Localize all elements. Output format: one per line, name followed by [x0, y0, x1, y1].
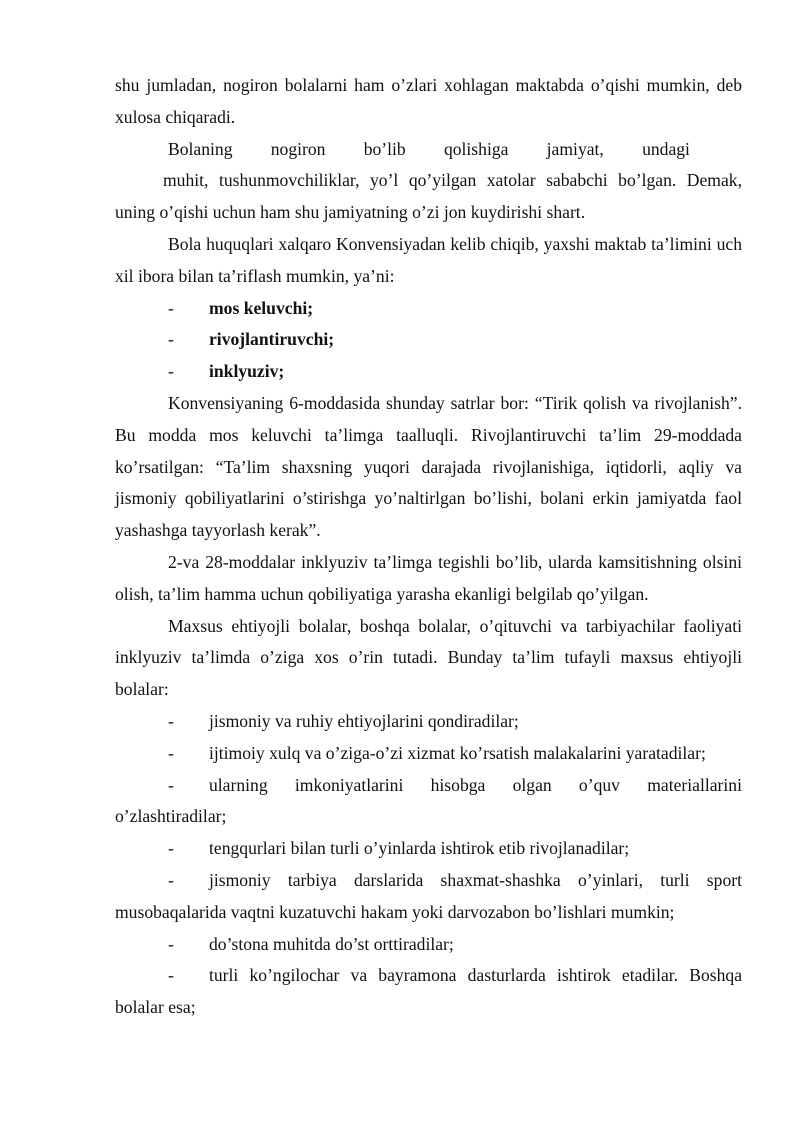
paragraph-2-continuation: muhit, tushunmovchiliklar, yo’l qo’yilgan xatolar sababchi bo’lgan. Demak, uning o’qishi uchun ham shu jamiyatning o’zi jon kuydirishi shart. — [115, 170, 742, 223]
dash-bullet: - — [168, 774, 174, 795]
paragraph-2-first-line — [115, 134, 742, 166]
dash-bullet: - — [168, 710, 174, 731]
dash-bullet: - — [168, 965, 174, 986]
word: Bolaning — [168, 138, 233, 159]
list-item-text: jismoniy tarbiya darslarida shaxmat-shashka o’yinlari, turli sport musobaqalarida vaqtni kuzatuvchi hakam yoki darvozabon bo’lishlari mumkin; — [115, 869, 742, 922]
list-item — [115, 865, 742, 929]
dash-bullet: - — [168, 869, 174, 890]
document-page — [115, 70, 742, 1024]
word: nogiron — [270, 138, 326, 159]
paragraph-6: Maxsus ehtiyojli bolalar, boshqa bolalar, o’qituvchi va tarbiyachilar faoliyati inklyuziv ta’limda o’ziga xos o’rin tutadi. Bunday ta’lim tufayli maxsus ehtiyojli bolalar: — [115, 615, 742, 700]
list-item — [115, 324, 742, 356]
paragraph-3: Bola huquqlari xalqaro Konvensiyadan kelib chiqib, yaxshi maktab ta’limini uch xil ibora bilan ta’riflash mumkin, ya’ni: — [115, 233, 742, 286]
list-item — [115, 833, 742, 865]
list-item-text: ularning imkoniyatlarini hisobga olgan o’quv materiallarini o’zlashtiradilar; — [115, 774, 742, 827]
list-item-text: mos keluvchi; — [209, 297, 314, 318]
word: undagi — [642, 138, 690, 159]
list-item — [115, 356, 742, 388]
list-item — [115, 770, 742, 834]
list-item-text: inklyuziv; — [209, 361, 285, 382]
list-item-text: do’stona muhitda do’st orttiradilar; — [209, 933, 454, 954]
dash-bullet: - — [168, 838, 174, 859]
word: qolishiga — [443, 138, 509, 159]
dash-bullet: - — [168, 742, 174, 763]
list-item-text: rivojlantiruvchi; — [209, 329, 335, 350]
dash-bullet: - — [168, 297, 174, 318]
list-item-text: turli ko’ngilochar va bayramona dasturlarda ishtirok etadilar. Boshqa bolalar esa; — [115, 965, 742, 1018]
list-item — [115, 929, 742, 961]
list-item-text: jismoniy va ruhiy ehtiyojlarini qondiradilar; — [209, 710, 519, 731]
word: jamiyat, — [546, 138, 604, 159]
list-item — [115, 738, 742, 770]
dash-bullet: - — [168, 933, 174, 954]
dash-bullet: - — [168, 329, 174, 350]
word: bo’lib — [363, 138, 406, 159]
list-item-text: tengqurlari bilan turli o’yinlarda ishtirok etib rivojlanadilar; — [209, 838, 630, 859]
list-item-text: ijtimoiy xulq va o’ziga-o’zi xizmat ko’rsatish malakalarini yaratadilar; — [209, 742, 706, 763]
list-item — [115, 706, 742, 738]
list-item — [115, 293, 742, 325]
list-item — [115, 960, 742, 1024]
paragraph-5: 2-va 28-moddalar inklyuziv ta’limga tegishli bo’lib, ularda kamsitishning olsini olish, ta’lim hamma uchun qobiliyatiga yarasha ekanligi belgilab qo’yilgan. — [115, 551, 742, 604]
paragraph-1: shu jumladan, nogiron bolalarni ham o’zlari xohlagan maktabda o’qishi mumkin, deb xulosa chiqaradi. — [115, 75, 742, 127]
dash-bullet: - — [168, 361, 174, 382]
paragraph-4: Konvensiyaning 6-moddasida shunday satrlar bor: “Tirik qolish va rivojlanish”. Bu modda mos keluvchi ta’limga taalluqli. Rivojlantiruvchi ta’lim 29-moddada ko’rsatilgan: “Ta’lim shaxsning yuqori darajada rivojlanishiga, iqtidorli, aqliy va jismoniy qobiliyatlarini o’stirishga yo’naltirlgan bo’lishi, bolani erkin jamiyatda faol yashashga tayyorlash kerak”. — [115, 392, 742, 541]
